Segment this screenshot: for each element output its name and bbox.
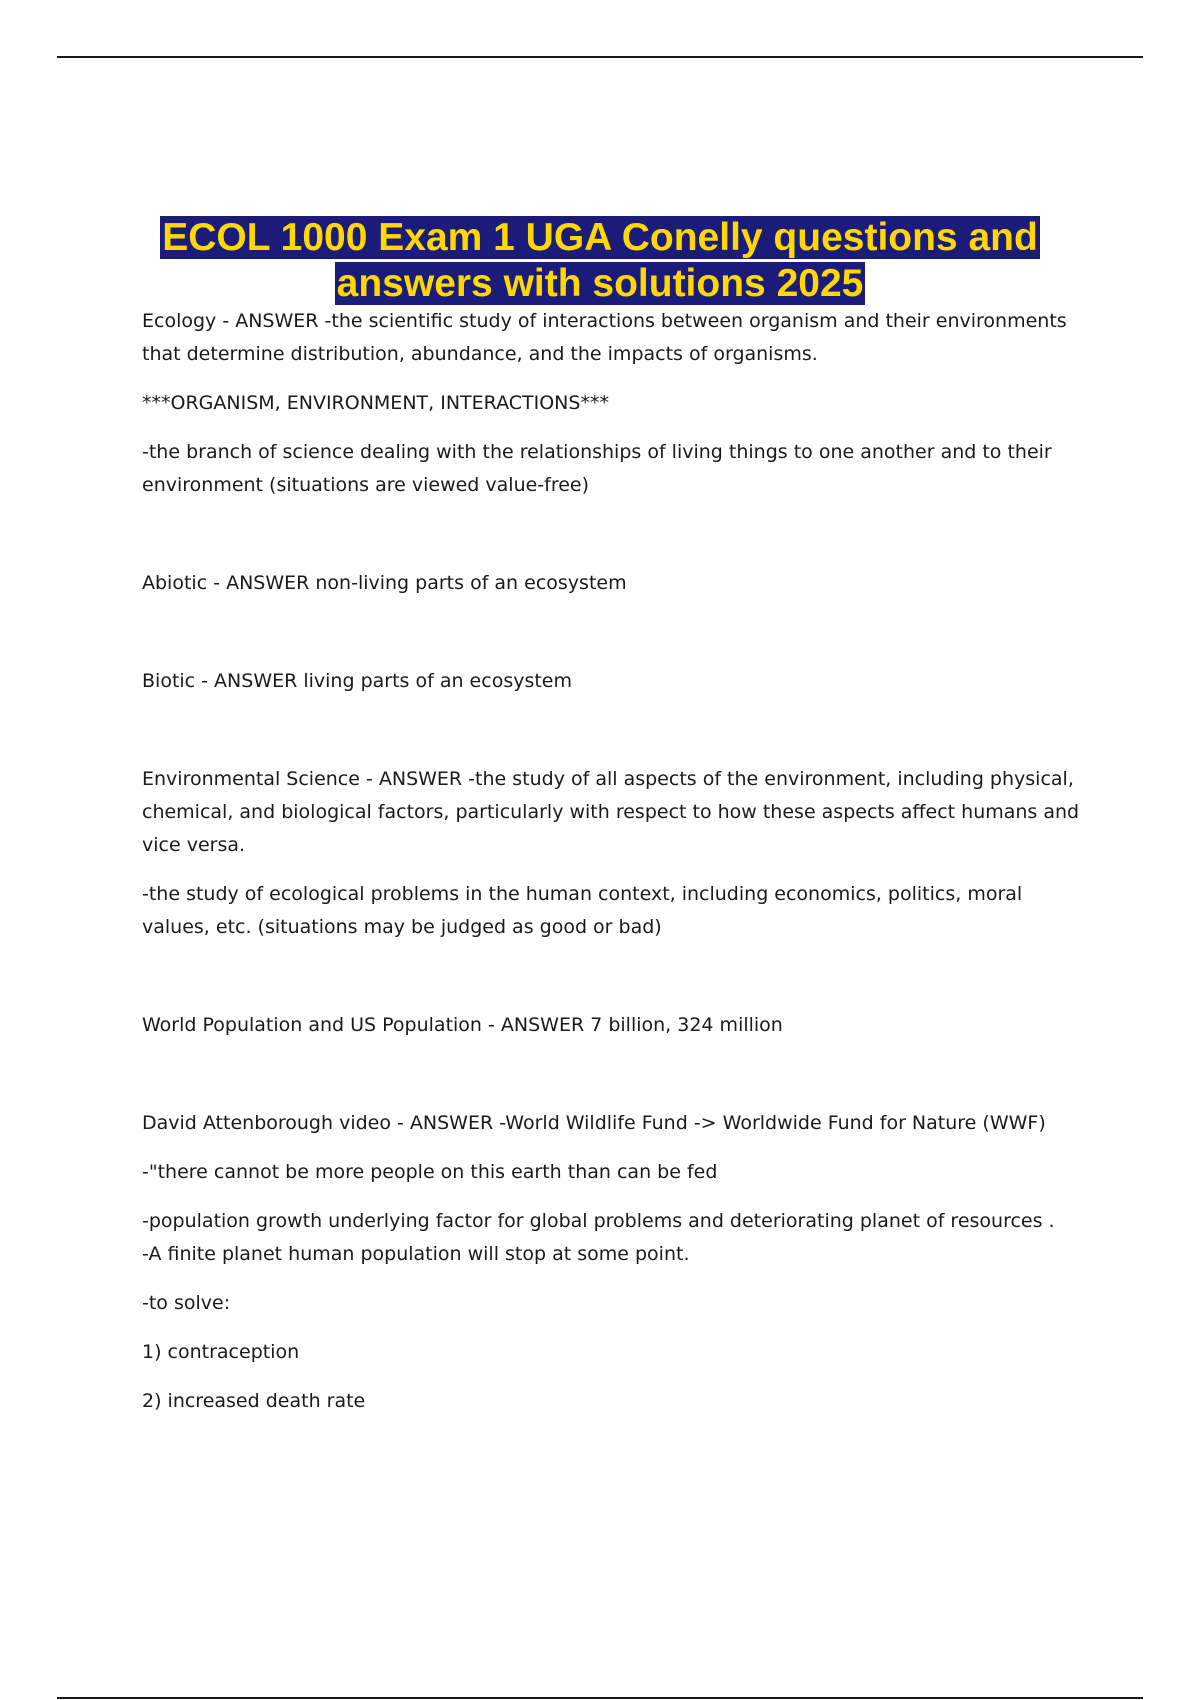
ecology-keywords: ***ORGANISM, ENVIRONMENT, INTERACTIONS*** [142,392,609,414]
ecology-branch: -the branch of science dealing with the relationships of living things to one another and to their environment (situations are viewed value-free) [142,441,1052,496]
population-growth-note: -population growth underlying factor for global problems and deteriorating planet of resources . [142,1210,1055,1232]
environmental-science-context: -the study of ecological problems in the human context, including economics, politics, moral values, etc. (situations may be judged as good or bad) [142,883,1023,938]
abiotic-definition: Abiotic - ANSWER non-living parts of an ecosystem [142,572,627,594]
to-solve-heading: -to solve: [142,1292,231,1314]
title-line-2: answers with solutions 2025 [336,262,864,305]
document-body [142,305,1082,1418]
solution-item-1: 1) contraception [142,1341,300,1363]
attenborough-answer: David Attenborough video - ANSWER -World Wildlife Fund -> Worldwide Fund for Nature (WWF) [142,1112,1046,1134]
document-title [0,215,1200,307]
attenborough-quote: -"there cannot be more people on this earth than can be fed [142,1161,718,1183]
ecology-definition: Ecology - ANSWER -the scientific study of interactions between organism and their environments that determine distribution, abundance, and the impacts of organisms. [142,310,1067,365]
solution-item-2: 2) increased death rate [142,1390,366,1412]
biotic-definition: Biotic - ANSWER living parts of an ecosystem [142,670,573,692]
title-line-1: ECOL 1000 Exam 1 UGA Conelly questions and [162,216,1038,259]
header-rule [57,56,1143,58]
footer-rule [57,1697,1143,1699]
finite-planet-note: -A finite planet human population will stop at some point. [142,1243,690,1265]
population-answer: World Population and US Population - ANSWER 7 billion, 324 million [142,1014,783,1036]
environmental-science-definition: Environmental Science - ANSWER -the study of all aspects of the environment, including physical, chemical, and biological factors, particularly with respect to how these aspects affect humans and vice versa. [142,768,1080,856]
